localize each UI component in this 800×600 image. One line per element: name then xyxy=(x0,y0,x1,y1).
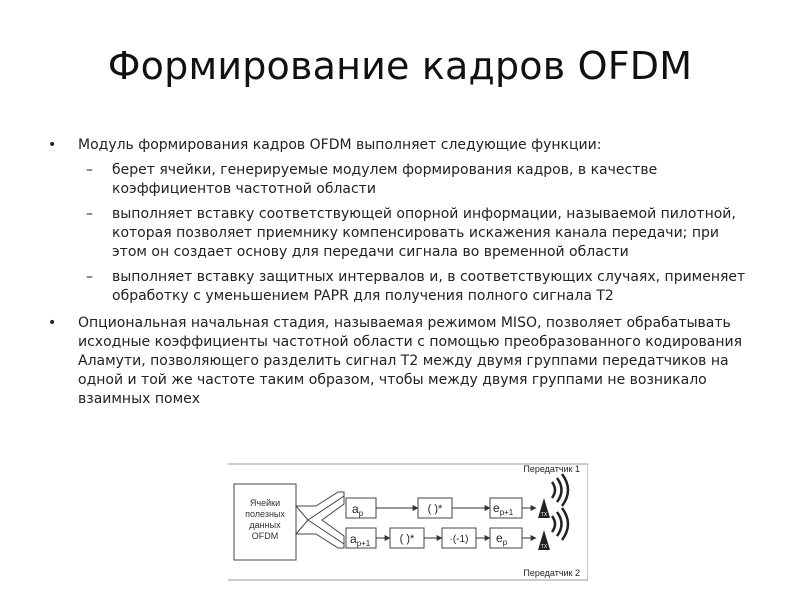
subitem-marker: – xyxy=(86,206,93,222)
subitem-text: выполняет вставку защитных интервалов и, в соответствующих случаях, применяет обработку с уменьшением PAPR для получения полного сигнала T2 xyxy=(112,269,746,304)
slide-body xyxy=(48,136,748,409)
bullet-item-ofdm-module xyxy=(48,136,748,155)
source-label-line: OFDM xyxy=(251,531,279,541)
bullet-text: Опциональная начальная стадия, называемая режимом MISO, позволяет обрабатывать исходные коэффициенты частотной области с помощью преобразованного кодирования Аламути, позволяющего разделить сигнал T2 между двумя группами передатчиков на одной и той же частоте таким образом, чтобы между двумя группами не возникало взаимных помех xyxy=(78,315,743,407)
tx-label: TX xyxy=(540,544,548,550)
subitem-guard-intervals xyxy=(48,268,748,306)
input-symbol-top: $a_p$ xyxy=(352,502,364,518)
subitem-text: выполняет вставку соответствующей опорной информации, называемой пилотной, которая позволяет приемнику компенсировать искажения канала передачи; при этом он создает основу для передачи сигнала во временной области xyxy=(112,206,736,260)
transmitter-1-label: Передатчик 1 xyxy=(523,464,580,474)
source-label-line: Ячейки xyxy=(249,498,281,508)
subitem-marker: – xyxy=(86,162,93,178)
conjugate-label: ( )* xyxy=(399,533,415,545)
tx-label: TX xyxy=(540,512,548,518)
input-symbol-bottom: $a_{p+1}$ xyxy=(350,532,371,548)
subitem-cells xyxy=(48,161,748,199)
bullet-item-miso xyxy=(48,314,748,409)
alamouti-diagram xyxy=(228,462,588,582)
source-label-line: полезных xyxy=(245,509,285,519)
slide-title: Формирование кадров OFDM xyxy=(107,44,693,88)
subitem-marker: – xyxy=(86,269,93,285)
transmitter-2-label: Передатчик 2 xyxy=(523,568,580,578)
output-symbol-bottom: $e_p$ xyxy=(496,531,508,547)
bullet-marker: • xyxy=(48,137,57,153)
subitem-text: берет ячейки, генерируемые модулем формирования кадров, в качестве коэффициентов частотной области xyxy=(112,162,658,197)
output-symbol-top: $e_{p+1}$ xyxy=(493,501,514,517)
conjugate-label: ( )* xyxy=(427,503,443,515)
negate-label: ·(-1) xyxy=(449,534,469,545)
subitem-pilots xyxy=(48,205,748,262)
source-label-line: данных xyxy=(249,520,281,530)
bullet-text: Модуль формирования кадров OFDM выполняет следующие функции: xyxy=(78,137,602,153)
bullet-marker: • xyxy=(48,315,57,331)
